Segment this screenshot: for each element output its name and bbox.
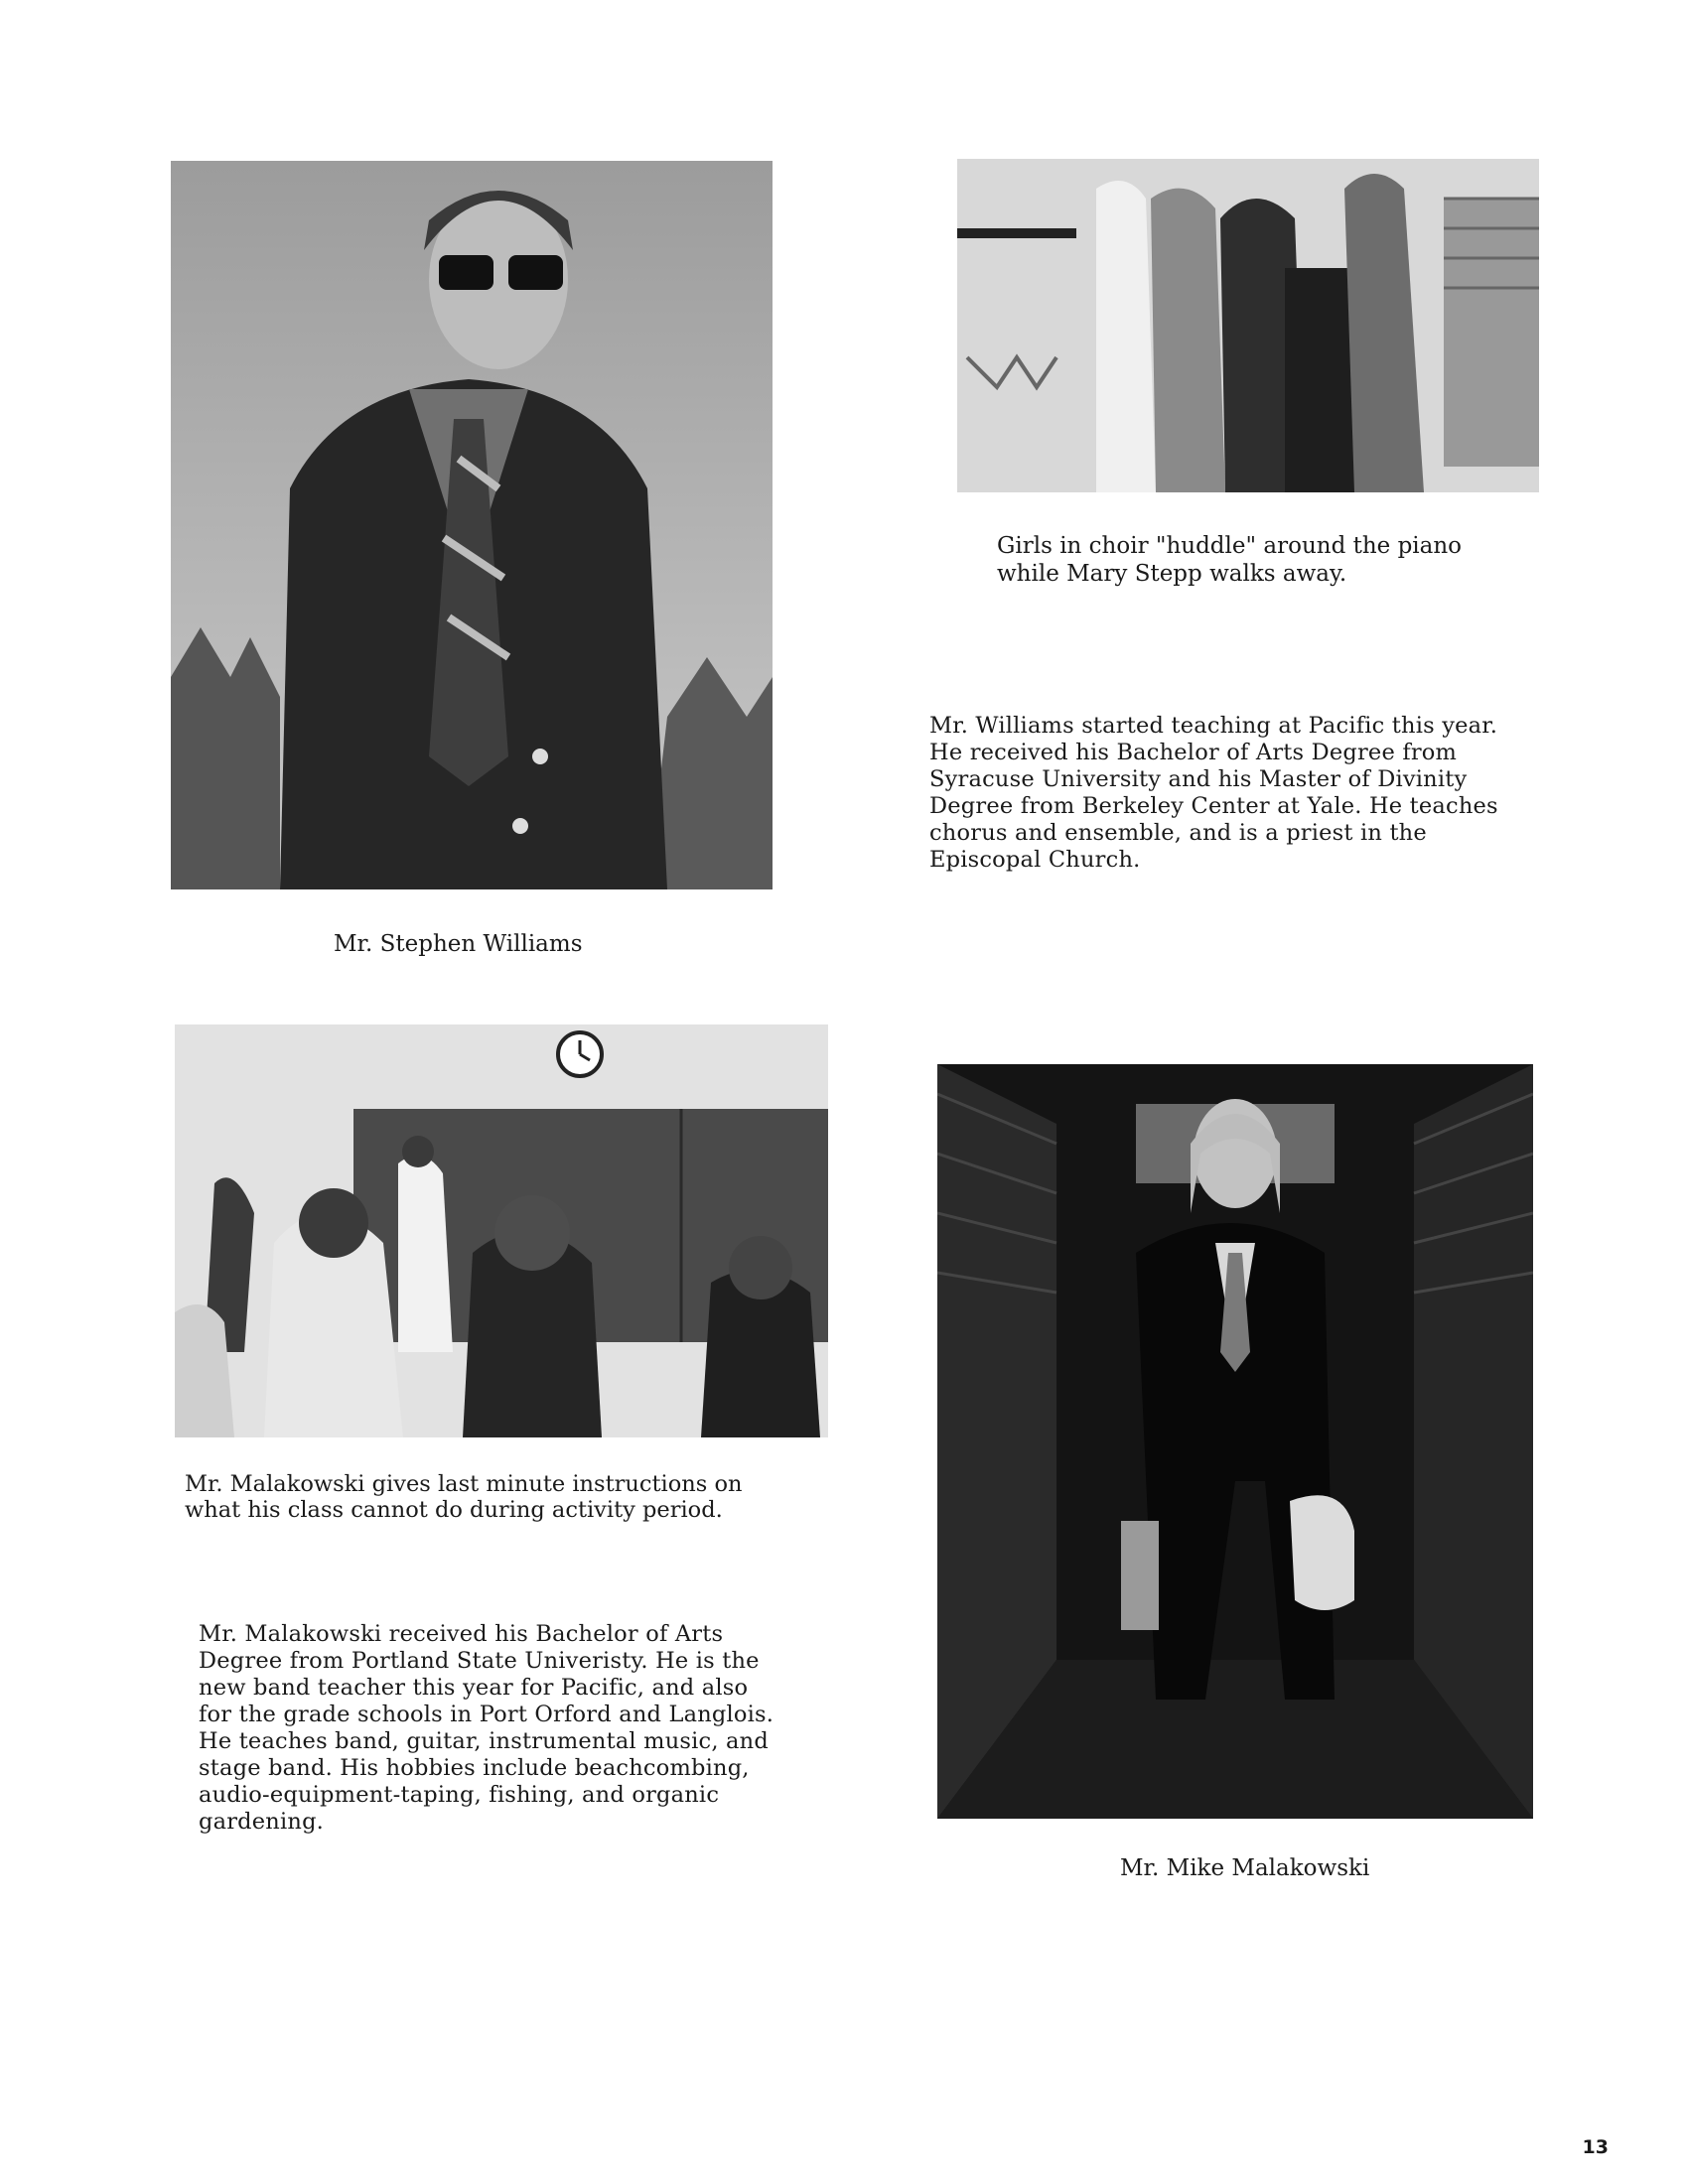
page-number: 13 [1582,2136,1609,2158]
group-photo-icon [957,159,1539,492]
malakowski-name-caption: Mr. Mike Malakowski [1120,1855,1370,1881]
williams-name-caption: Mr. Stephen Williams [334,931,583,957]
choir-photo [957,159,1539,492]
classroom-photo [175,1024,828,1437]
williams-portrait-photo [171,161,773,889]
malakowski-portrait-photo [937,1064,1533,1819]
williams-bio-paragraph: Mr. Williams started teaching at Pacific this year. He received his Bachelor of Arts Degree from Syracuse University and his Master of Divinity Degree from Berkeley Center at Yale. He teaches chorus and ensemble, and is a priest in the Episcopal Church. [929,713,1498,873]
malakowski-bio-paragraph: Mr. Malakowski received his Bachelor of Arts Degree from Portland State Univeristy. He is the new band teacher this year for Pacific, and also for the grade schools in Port Orford and Langlois. He teaches band, guitar, instrumental music, and stage band. His hobbies include beachcombing, audio-equipment-taping, fishing, and organic gardening. [199,1621,774,1835]
hallway-portrait-photo-icon [937,1064,1533,1819]
choir-photo-caption: Girls in choir "huddle" around the piano while Mary Stepp walks away. [997,533,1463,587]
classroom-photo-icon [175,1024,828,1437]
portrait-photo-icon [171,161,773,889]
classroom-photo-caption: Mr. Malakowski gives last minute instructions on what his class cannot do during activity period. [185,1471,743,1523]
